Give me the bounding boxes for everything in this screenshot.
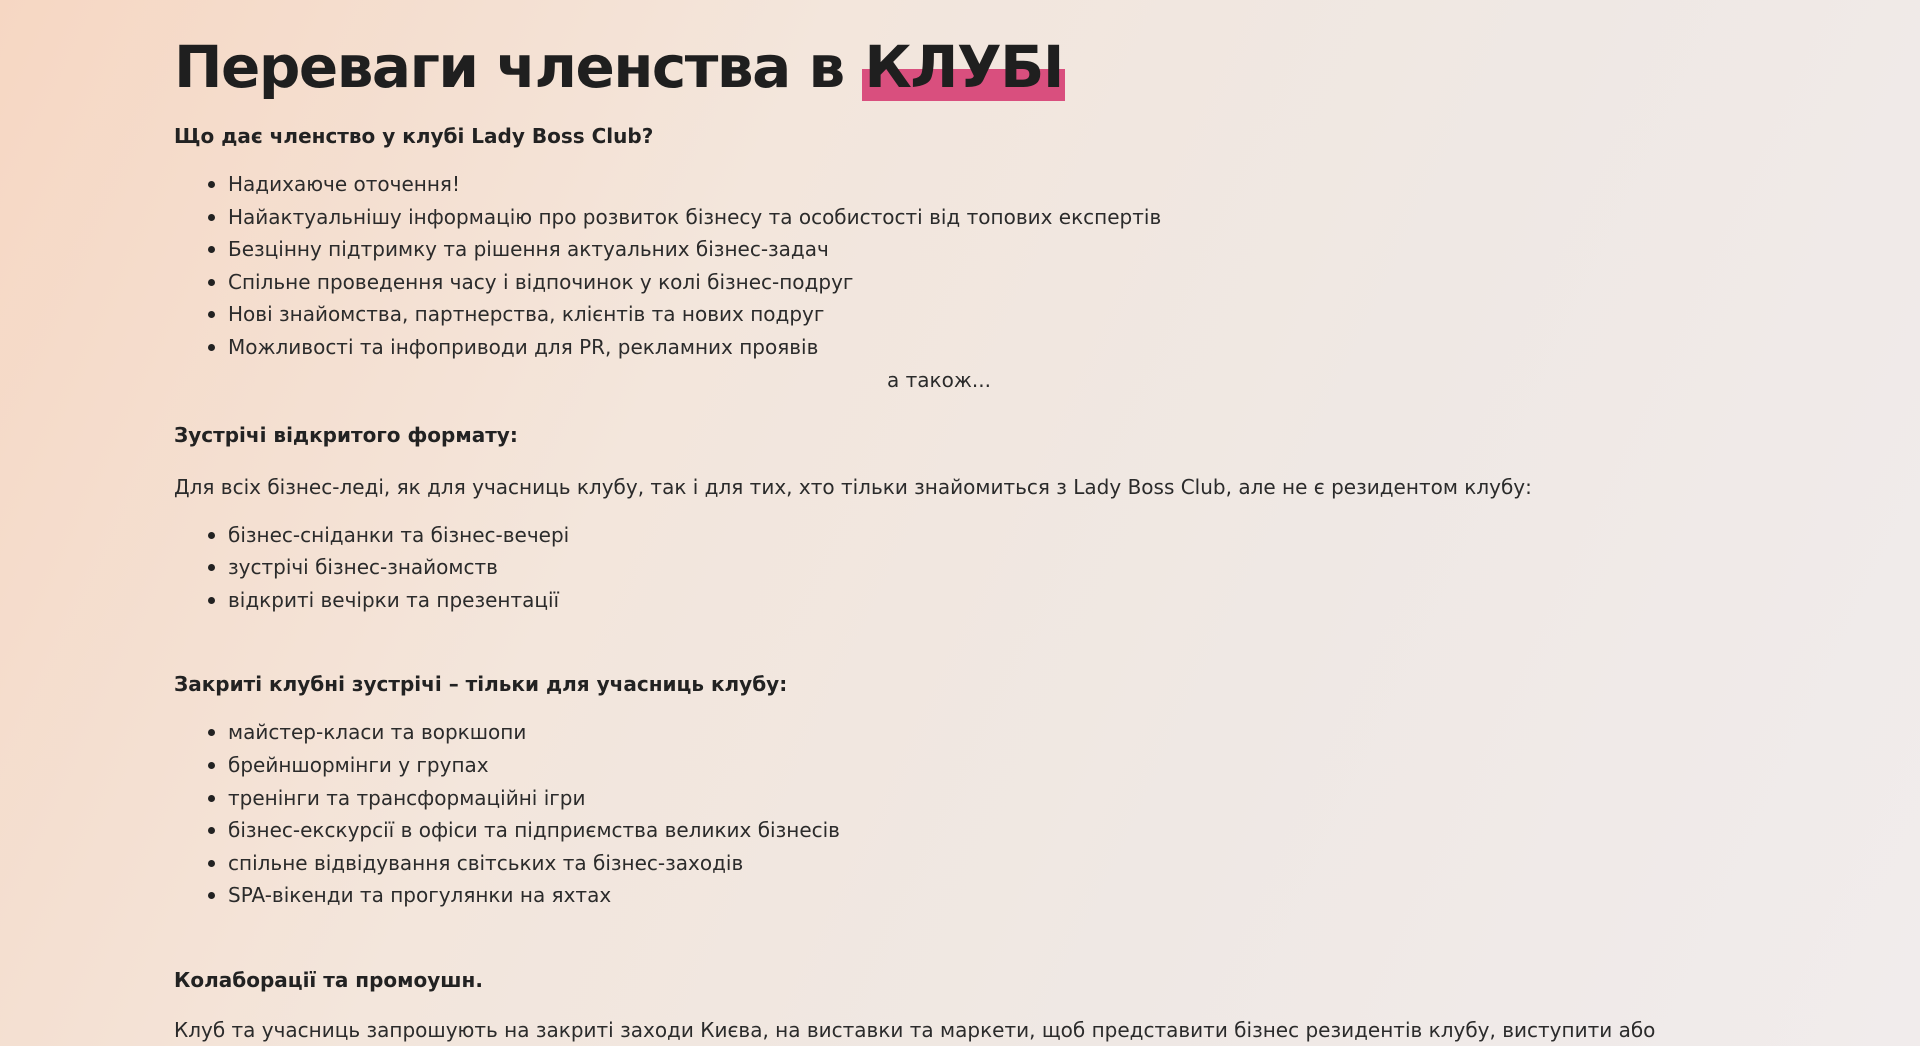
list-item: майстер-класи та воркшопи [208,716,1774,749]
list-item: зустрічі бізнес-знайомств [208,551,1774,584]
collaborations-text: Клуб та учасниць запрошують на закриті заходи Києва, на виставки та маркети, щоб представити бізнес резидентів клубу, виступити або [174,1017,1656,1042]
section-heading-open-format: Зустрічі відкритого формату: [174,422,518,447]
content [174,0,1774,1044]
list-item: брейншормінги у групах [208,749,1774,782]
list-item: SPA-вікенди та прогулянки на яхтах [208,879,1774,912]
list-item: Можливості та інфоприводи для PR, рекламних проявів [208,331,1774,364]
list-item: відкриті вечірки та презентації [208,584,1774,617]
list-item: Найактуальнішу інформацію про розвиток бізнесу та особистості від топових експертів [208,201,1774,234]
section-heading-collaborations: Колаборації та промоушн. [174,967,483,992]
section-heading-closed-meetings: Закриті клубні зустрічі – тільки для учасниць клубу: [174,672,788,697]
section-heading-membership: Що дає членство у клубі Lady Boss Club? [174,124,654,148]
list-item: Спільне проведення часу і відпочинок у колі бізнес-подруг [208,266,1774,299]
also-text: а також... [887,367,991,392]
list-item: бізнес-екскурсії в офіси та підприємства великих бізнесів [208,814,1774,847]
open-format-list [174,519,1774,617]
list-item: Нові знайомства, партнерства, клієнтів та нових подруг [208,298,1774,331]
open-format-intro: Для всіх бізнес-леді, як для учасниць клубу, так і для тих, хто тільки знайомиться з Lady Boss Club, але не є резидентом клубу: [174,474,1532,499]
list-item: Надихаюче оточення! [208,168,1774,201]
page-title-highlight: КЛУБІ [864,33,1063,101]
list-item: бізнес-сніданки та бізнес-вечері [208,519,1774,552]
page-title [174,32,1774,102]
benefits-list [174,168,1774,364]
list-item: тренінги та трансформаційні ігри [208,782,1774,815]
closed-meetings-list [174,716,1774,912]
list-item: Безцінну підтримку та рішення актуальних бізнес-задач [208,233,1774,266]
page-title-main: Переваги членства в [174,33,863,101]
list-item: спільне відвідування світських та бізнес-заходів [208,847,1774,880]
